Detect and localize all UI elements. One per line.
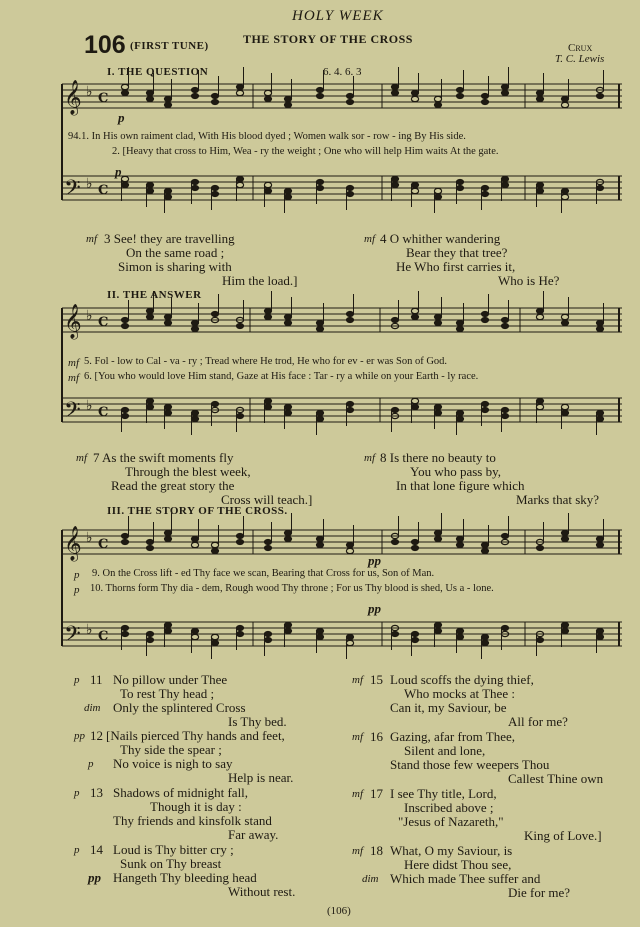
notehead <box>561 96 568 101</box>
notehead <box>236 176 243 181</box>
notehead <box>456 416 463 421</box>
notehead <box>191 536 198 541</box>
notehead <box>346 407 353 412</box>
verse-8-dynamic: mf <box>364 452 375 464</box>
hymn-title: THE STORY OF THE CROSS <box>243 32 413 46</box>
notehead <box>596 185 603 190</box>
lyric-line-5: 5. Fol - low to Cal - va - ry ; Tread where He trod, He who for ev - er was Son of God. <box>84 356 448 367</box>
notehead <box>164 404 171 409</box>
notehead <box>164 530 171 535</box>
notehead <box>561 188 568 193</box>
notehead <box>284 622 291 627</box>
lyric-line-9: 9. On the Cross lift - ed Thy face we scan, Bearing that Cross for us, Son of Man. <box>92 568 435 579</box>
notehead <box>236 631 243 636</box>
composer: T. C. Lewis <box>555 53 605 65</box>
notehead <box>411 308 418 313</box>
notehead <box>434 320 441 325</box>
notehead <box>434 96 441 101</box>
notehead <box>316 320 323 325</box>
notehead <box>121 533 128 538</box>
notehead <box>411 188 418 193</box>
notehead <box>191 93 198 98</box>
notehead <box>191 542 198 547</box>
line-5-dynamic: mf <box>68 357 79 369</box>
notehead <box>146 404 153 409</box>
notehead <box>264 96 271 101</box>
notehead <box>481 99 488 104</box>
hymn-number: 106 <box>84 31 126 59</box>
notehead <box>501 176 508 181</box>
notehead <box>434 314 441 319</box>
dynamic-pp-treble: pp <box>368 553 381 568</box>
notehead <box>164 96 171 101</box>
notehead <box>164 188 171 193</box>
notehead <box>561 628 568 633</box>
notehead <box>316 87 323 92</box>
notehead <box>164 410 171 415</box>
notehead <box>236 90 243 95</box>
notehead <box>191 416 198 421</box>
dynamic-pp-bass: pp <box>368 601 381 616</box>
notehead <box>211 548 218 553</box>
notehead <box>536 90 543 95</box>
notehead <box>481 93 488 98</box>
notehead <box>481 634 488 639</box>
notehead <box>164 320 171 325</box>
notehead <box>164 102 171 107</box>
notehead <box>211 640 218 645</box>
verse-3-dynamic: mf <box>86 233 97 245</box>
svg-text:𝄞: 𝄞 <box>64 526 82 561</box>
lyric-line-2: 2. [Heavy that cross to Him, Wea - ry the weight ; One who will help Him waits At the gate. <box>112 146 499 157</box>
notehead <box>411 404 418 409</box>
notehead <box>434 622 441 627</box>
notehead <box>211 185 218 190</box>
svg-text:C: C <box>98 537 109 552</box>
notehead <box>391 407 398 412</box>
notehead <box>434 536 441 541</box>
notehead <box>211 99 218 104</box>
notehead <box>456 179 463 184</box>
notehead <box>501 323 508 328</box>
notehead <box>264 90 271 95</box>
notehead <box>561 314 568 319</box>
verse-7: 7 As the swift moments fly Through the blest week, Read the great story the Cross will teach.] <box>93 450 313 507</box>
notehead <box>284 410 291 415</box>
svg-text:♭: ♭ <box>86 84 93 100</box>
section-heading-question: I. THE QUESTION <box>107 66 209 78</box>
notehead <box>561 404 568 409</box>
notehead <box>191 87 198 92</box>
notehead <box>316 634 323 639</box>
notehead <box>456 542 463 547</box>
notehead <box>316 536 323 541</box>
notehead <box>596 536 603 541</box>
notehead <box>434 188 441 193</box>
notehead <box>316 326 323 331</box>
svg-text:C: C <box>98 91 109 106</box>
notehead <box>236 539 243 544</box>
notehead <box>411 637 418 642</box>
notehead <box>284 530 291 535</box>
notehead <box>236 413 243 418</box>
notehead <box>456 93 463 98</box>
notehead <box>121 413 128 418</box>
notehead <box>284 320 291 325</box>
svg-text:C: C <box>98 405 109 420</box>
notehead <box>284 188 291 193</box>
notehead <box>264 314 271 319</box>
notehead <box>211 311 218 316</box>
notehead <box>456 185 463 190</box>
lyric-line-1: 94.1. In His own raiment clad, With His blood dyed ; Women walk sor - row - ing By His side. <box>68 131 466 142</box>
notehead <box>236 182 243 187</box>
notehead <box>146 314 153 319</box>
notehead <box>456 410 463 415</box>
verses-left-column: p 11 No pillow under Thee To rest Thy head ; dim Only the splintered Cross Is Thy bed. pp 12 [Nails pierced Thy hands and feet, Thy side the spear ; p No voice is nigh to say Help is near. p 13 Shadows of midnight fall, Though it is day : Thy friends and kinsfolk stand Far away. p 14 Loud is Thy bitter cry ; Sunk on Thy breast pp Hangeth Thy bleeding head Without rest. <box>74 672 296 899</box>
notehead <box>501 413 508 418</box>
notehead <box>481 401 488 406</box>
notehead <box>434 194 441 199</box>
notehead <box>284 314 291 319</box>
notehead <box>346 634 353 639</box>
notehead <box>146 539 153 544</box>
verse-8: 8 Is there no beauty to You who pass by, In that lone figure which Marks that sky? <box>380 450 600 507</box>
notehead <box>264 545 271 550</box>
notehead <box>284 628 291 633</box>
notehead <box>264 188 271 193</box>
notehead <box>121 317 128 322</box>
notehead <box>596 416 603 421</box>
notehead <box>191 179 198 184</box>
page-number: (106) <box>327 905 351 917</box>
notehead <box>121 631 128 636</box>
notehead <box>211 93 218 98</box>
notehead <box>536 398 543 403</box>
verse-4: 4 O whither wandering Bear they that tree? He Who first carries it, Who is He? <box>380 231 560 288</box>
line-9-dynamic: p <box>74 569 80 581</box>
notehead <box>264 539 271 544</box>
notehead <box>121 407 128 412</box>
svg-text:♭: ♭ <box>86 622 93 638</box>
treble-staff <box>62 84 622 108</box>
notehead <box>391 176 398 181</box>
notehead <box>211 542 218 547</box>
svg-text:C: C <box>98 315 109 330</box>
notehead <box>284 102 291 107</box>
notehead <box>146 308 153 313</box>
notehead <box>121 323 128 328</box>
notehead <box>501 84 508 89</box>
tune-note: (FIRST TUNE) <box>130 40 209 52</box>
notehead <box>316 542 323 547</box>
notehead <box>456 320 463 325</box>
section-heading-story: III. THE STORY OF THE CROSS. <box>107 505 288 517</box>
notehead <box>596 410 603 415</box>
verses-right-column: mf 15 Loud scoffs the dying thief, Who mocks at Thee : Can it, my Saviour, be All for me? mf 16 Gazing, afar from Thee, Silent and lone, Stand those few weepers Thou Callest Thine own mf 17 I see Thy title, Lord, Inscribed above ; "Jesus of Nazareth," King of Love.] mf 18 What, O my Saviour, is Here didst Thou see, dim Which made Thee suffer and Die for me? <box>352 672 604 900</box>
notehead <box>501 182 508 187</box>
notehead <box>236 323 243 328</box>
notehead <box>146 96 153 101</box>
notehead <box>146 631 153 636</box>
notehead <box>456 536 463 541</box>
notehead <box>391 539 398 544</box>
notehead <box>264 637 271 642</box>
notehead <box>146 182 153 187</box>
svg-text:♭: ♭ <box>86 308 93 324</box>
notehead <box>411 631 418 636</box>
notehead <box>346 191 353 196</box>
lyric-line-10: 10. Thorns form Thy dia - dem, Rough wood Thy throne ; For us Thy blood is shed, Us a - lone. <box>90 583 494 594</box>
notehead <box>121 84 128 89</box>
notehead <box>501 625 508 630</box>
notehead <box>191 326 198 331</box>
notehead <box>346 401 353 406</box>
notehead <box>264 398 271 403</box>
notehead <box>536 404 543 409</box>
notehead <box>456 628 463 633</box>
notehead <box>481 317 488 322</box>
line-6-dynamic: mf <box>68 372 79 384</box>
notehead <box>284 536 291 541</box>
notehead <box>391 631 398 636</box>
meter: 6. 4. 6. 3 <box>323 66 362 78</box>
notehead <box>434 102 441 107</box>
notehead <box>596 542 603 547</box>
notehead <box>284 194 291 199</box>
notehead <box>536 188 543 193</box>
notehead <box>536 545 543 550</box>
notehead <box>561 536 568 541</box>
verse-3: 3 See! they are travelling On the same road ; Simon is sharing with Him the load.] <box>104 231 298 288</box>
notehead <box>164 536 171 541</box>
notehead <box>191 628 198 633</box>
notehead <box>211 401 218 406</box>
notehead <box>121 539 128 544</box>
notehead <box>264 182 271 187</box>
svg-text:𝄢: 𝄢 <box>64 622 81 652</box>
notehead <box>411 545 418 550</box>
notehead <box>211 191 218 196</box>
notehead <box>481 640 488 645</box>
notehead <box>146 545 153 550</box>
notehead <box>191 320 198 325</box>
notehead <box>146 90 153 95</box>
notehead <box>411 314 418 319</box>
notehead <box>411 182 418 187</box>
notehead <box>411 398 418 403</box>
treble-clef-icon: 𝄞 <box>64 80 82 115</box>
svg-text:♭: ♭ <box>86 398 93 414</box>
notehead <box>561 320 568 325</box>
notehead <box>596 628 603 633</box>
svg-text:C: C <box>98 183 109 198</box>
notehead <box>236 533 243 538</box>
notehead <box>411 90 418 95</box>
dynamic-p: p <box>118 110 125 125</box>
notehead <box>561 102 568 107</box>
notehead <box>146 188 153 193</box>
notehead <box>146 637 153 642</box>
notehead <box>346 311 353 316</box>
notehead <box>284 96 291 101</box>
bass-dynamic: p <box>115 164 122 179</box>
notehead <box>316 179 323 184</box>
notehead <box>121 625 128 630</box>
notehead <box>236 625 243 630</box>
notehead <box>561 410 568 415</box>
notehead <box>346 542 353 547</box>
notehead <box>481 548 488 553</box>
notehead <box>561 194 568 199</box>
notehead <box>456 87 463 92</box>
notehead <box>501 407 508 412</box>
notehead <box>346 185 353 190</box>
notehead <box>596 326 603 331</box>
verse-7-dynamic: mf <box>76 452 87 464</box>
notehead <box>411 539 418 544</box>
notehead <box>191 410 198 415</box>
notehead <box>596 320 603 325</box>
notehead <box>481 185 488 190</box>
svg-text:𝄞: 𝄞 <box>64 304 82 339</box>
notehead <box>346 317 353 322</box>
notehead <box>391 90 398 95</box>
notehead <box>391 317 398 322</box>
notehead <box>346 640 353 645</box>
notehead <box>596 93 603 98</box>
notehead <box>346 548 353 553</box>
line-10-dynamic: p <box>74 584 80 596</box>
notehead <box>561 622 568 627</box>
verse-4-dynamic: mf <box>364 233 375 245</box>
notehead <box>481 542 488 547</box>
notehead <box>191 634 198 639</box>
notehead <box>164 314 171 319</box>
svg-text:𝄢: 𝄢 <box>64 398 81 428</box>
notehead <box>284 404 291 409</box>
notehead <box>481 191 488 196</box>
running-title: HOLY WEEK <box>292 8 384 24</box>
notehead <box>434 404 441 409</box>
notehead <box>164 628 171 633</box>
notehead <box>346 99 353 104</box>
notehead <box>316 628 323 633</box>
notehead <box>146 398 153 403</box>
svg-text:♭: ♭ <box>86 530 93 546</box>
notehead <box>501 317 508 322</box>
tune-name: Crux <box>568 42 593 54</box>
notehead <box>121 90 128 95</box>
notehead <box>456 326 463 331</box>
notehead <box>346 93 353 98</box>
notehead <box>211 634 218 639</box>
notehead <box>316 410 323 415</box>
notehead <box>434 628 441 633</box>
notehead <box>536 182 543 187</box>
notehead <box>121 176 128 181</box>
lyric-line-6: 6. [You who would love Him stand, Gaze at His face : Tar - ry a while on your Earth - ly race. <box>84 371 479 382</box>
svg-text:C: C <box>98 629 109 644</box>
notehead <box>316 185 323 190</box>
section-heading-answer: II. THE ANSWER <box>107 289 202 301</box>
notehead <box>501 90 508 95</box>
notehead <box>264 308 271 313</box>
notehead <box>391 182 398 187</box>
notehead <box>434 410 441 415</box>
notehead <box>596 634 603 639</box>
notehead <box>501 533 508 538</box>
notehead <box>411 96 418 101</box>
notehead <box>481 407 488 412</box>
notehead <box>456 634 463 639</box>
notehead <box>481 311 488 316</box>
notehead <box>536 308 543 313</box>
notehead <box>536 96 543 101</box>
notehead <box>264 404 271 409</box>
notehead <box>191 185 198 190</box>
notehead <box>561 530 568 535</box>
notehead <box>121 182 128 187</box>
notehead <box>391 84 398 89</box>
notehead <box>236 84 243 89</box>
notehead <box>164 194 171 199</box>
notehead <box>164 622 171 627</box>
notehead <box>434 530 441 535</box>
bass-clef-icon: 𝄢 <box>64 176 81 206</box>
notehead <box>316 93 323 98</box>
notehead <box>316 416 323 421</box>
svg-text:♭: ♭ <box>86 176 93 192</box>
notehead <box>536 637 543 642</box>
notehead <box>264 631 271 636</box>
notehead <box>536 314 543 319</box>
